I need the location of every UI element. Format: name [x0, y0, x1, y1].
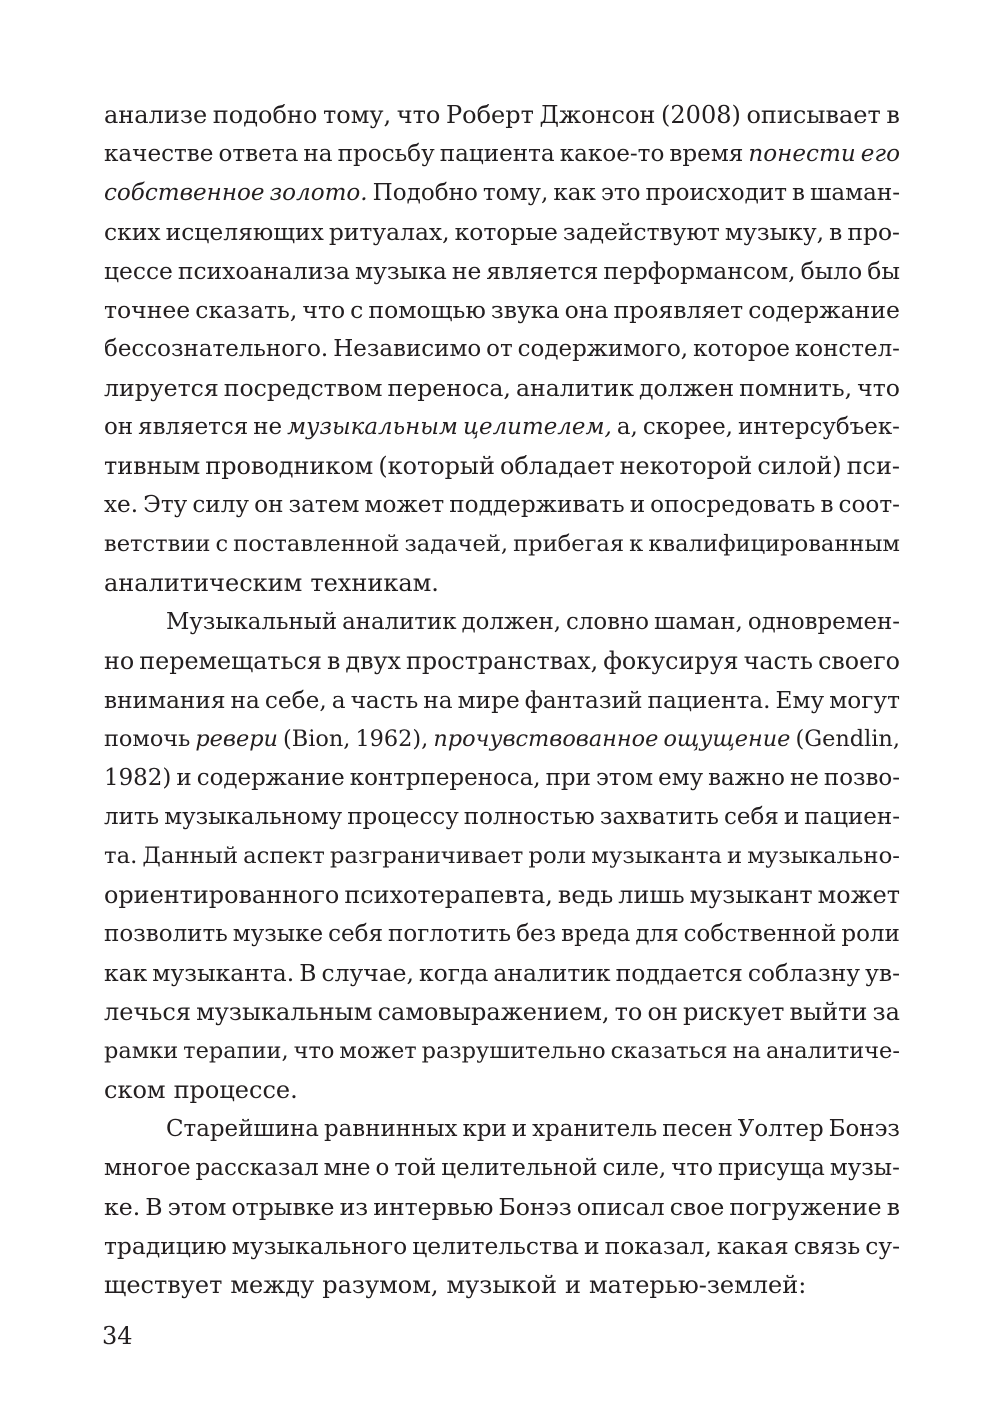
- text-line: [104, 1110, 900, 1149]
- italic-word: понести: [748, 141, 856, 167]
- word: а: [331, 687, 346, 714]
- word: прибегая: [513, 531, 625, 557]
- word: процессе.: [173, 1076, 298, 1104]
- word: ществует: [104, 1271, 223, 1299]
- word: проявляет: [613, 296, 744, 324]
- word: позволить: [104, 921, 228, 947]
- word: помнить,: [739, 374, 853, 402]
- text-line: [104, 1032, 900, 1071]
- word: проводником: [205, 452, 374, 480]
- word: в: [829, 218, 843, 246]
- word: переноса,: [387, 374, 511, 402]
- word: музыкальным: [196, 998, 373, 1026]
- word: происходит: [645, 180, 787, 206]
- word: Данный: [142, 843, 239, 869]
- word: и: [564, 1271, 581, 1299]
- text-line: [104, 720, 900, 759]
- word: некоторой: [619, 452, 753, 480]
- word: ских: [104, 218, 161, 246]
- word: интерсубъек-: [738, 414, 900, 440]
- word: не: [253, 414, 283, 440]
- word: психотерапевта,: [344, 881, 553, 909]
- word: качестве: [104, 141, 214, 167]
- word: терапии,: [183, 1038, 289, 1064]
- word: подобно: [212, 101, 318, 129]
- word: (2008): [661, 101, 741, 129]
- word: как: [104, 959, 148, 987]
- text-line: [104, 408, 900, 447]
- word: полностью: [463, 804, 595, 830]
- word: и: [176, 765, 192, 791]
- italic-word: ощущение: [663, 726, 791, 752]
- text-line: [104, 525, 900, 564]
- word: что: [302, 296, 346, 324]
- word: задачей,: [404, 531, 509, 557]
- word: силой): [757, 452, 842, 480]
- word: той: [394, 1155, 437, 1181]
- text-line: [104, 1149, 900, 1188]
- word: Старейшина: [166, 1116, 319, 1142]
- word: двух: [345, 647, 401, 675]
- word: внимания: [104, 687, 226, 714]
- word: шаман,: [654, 609, 743, 635]
- word: может: [339, 1038, 417, 1064]
- text-line: [104, 330, 900, 369]
- word: (который: [378, 452, 495, 480]
- word: лечься: [104, 998, 191, 1026]
- word: ведь: [557, 881, 614, 909]
- text-line: [104, 876, 900, 915]
- text-line: [104, 603, 900, 642]
- word: силе,: [602, 1155, 667, 1181]
- word: музыкально-: [747, 843, 900, 869]
- word: как: [553, 180, 596, 206]
- word: музыке: [232, 921, 324, 947]
- word: часть: [743, 647, 813, 675]
- text-line: [104, 798, 900, 837]
- word: интервью: [373, 1193, 494, 1221]
- word: ответа: [218, 141, 299, 167]
- italic-word: золото.: [269, 180, 368, 206]
- word: от: [486, 336, 513, 362]
- word: поставленной: [233, 531, 400, 557]
- word: в: [791, 180, 805, 206]
- word: ориентированного: [104, 881, 340, 909]
- word: фокусируя: [603, 647, 739, 675]
- word: в: [886, 1193, 900, 1221]
- word: ке.: [104, 1193, 141, 1221]
- word: о: [375, 1155, 390, 1181]
- word: бы: [867, 257, 900, 285]
- word: является: [486, 257, 599, 285]
- word: аналитическим: [104, 569, 303, 597]
- text-line: [104, 1188, 900, 1227]
- word: случае,: [321, 959, 414, 987]
- word: анализе: [104, 101, 208, 129]
- word: лишь: [618, 881, 685, 909]
- word: время: [669, 141, 744, 167]
- word: кри: [462, 1116, 507, 1142]
- text-line: [104, 252, 900, 291]
- word: из: [339, 1193, 369, 1221]
- word: разграничивает: [329, 843, 524, 869]
- word: аналитик: [493, 959, 611, 987]
- text-line: [104, 135, 900, 174]
- word: роли: [528, 843, 587, 869]
- word: содержание: [748, 296, 900, 324]
- text-line: [104, 486, 900, 525]
- text-line: [104, 759, 900, 798]
- word: себя: [723, 804, 779, 830]
- word: поддерживать: [449, 492, 625, 518]
- text-line: [104, 642, 900, 681]
- word: является: [138, 414, 249, 440]
- word: музыканта: [591, 843, 722, 869]
- word: процессу: [347, 804, 459, 830]
- word: которое: [693, 336, 790, 362]
- word: она: [564, 296, 609, 324]
- word: связь: [793, 1232, 861, 1260]
- word: присуща: [717, 1155, 825, 1181]
- word: в: [820, 492, 834, 518]
- word: ветствии: [104, 531, 211, 557]
- word: содержимого,: [517, 336, 689, 362]
- word: бессознательного.: [104, 336, 329, 362]
- word: точнее: [104, 296, 191, 324]
- word: на: [230, 687, 260, 714]
- italic-word: музыкальным: [287, 414, 458, 440]
- word: разрушительно: [421, 1038, 606, 1064]
- word: за: [872, 998, 900, 1026]
- word: себе,: [264, 687, 327, 714]
- word: соот-: [838, 492, 900, 518]
- word: должен: [638, 374, 735, 402]
- word: ритуалах,: [328, 218, 450, 246]
- word: задействуют: [562, 218, 720, 246]
- word: пациен-: [804, 804, 900, 830]
- text-line: [104, 1071, 900, 1110]
- word: традицию: [104, 1232, 227, 1260]
- word: равнинных: [323, 1116, 458, 1142]
- word: он: [254, 492, 284, 518]
- word: когда: [419, 959, 489, 987]
- italic-word: собственное: [104, 180, 265, 206]
- word: отрывке: [231, 1193, 335, 1221]
- word: су-: [865, 1232, 900, 1260]
- word: и: [584, 1232, 600, 1260]
- word: что: [396, 101, 441, 129]
- word: пси-: [846, 452, 900, 480]
- word: мире: [457, 687, 520, 714]
- word: Ему: [775, 687, 825, 714]
- word: ув-: [865, 959, 900, 987]
- word: шаман-: [810, 180, 900, 206]
- word: Независимо: [333, 336, 482, 362]
- word: многое: [104, 1155, 191, 1181]
- word: цессе: [104, 257, 173, 285]
- word: содержание: [196, 765, 345, 791]
- word: затем: [288, 492, 360, 518]
- word: та.: [104, 843, 138, 869]
- word: между: [230, 1271, 315, 1299]
- word: фантазий: [524, 687, 643, 714]
- word: показал,: [604, 1232, 712, 1260]
- text-line: [104, 915, 900, 954]
- word: при: [545, 765, 591, 791]
- word: с: [350, 296, 364, 324]
- word: Подобно: [372, 180, 478, 206]
- word: музыка: [355, 257, 447, 285]
- word: Джонсон: [539, 101, 656, 129]
- word: часть: [350, 687, 419, 714]
- word: какое-то: [559, 141, 665, 167]
- text-line: [104, 1266, 900, 1305]
- text-line: [104, 213, 900, 252]
- word: хранитель: [532, 1116, 658, 1142]
- word: посредством: [223, 374, 383, 402]
- word: этом: [167, 1193, 227, 1221]
- body-text: [104, 96, 900, 1305]
- word: аналитик: [342, 609, 457, 635]
- word: опосредовать: [650, 492, 816, 518]
- word: мне: [323, 1155, 371, 1181]
- word: музыкальному: [164, 804, 343, 830]
- word: пациента.: [647, 687, 771, 714]
- word: лить: [104, 804, 160, 830]
- word: а,: [616, 414, 638, 440]
- word: лируется: [104, 374, 219, 402]
- word: техникам.: [310, 569, 439, 597]
- word: важно: [708, 765, 785, 791]
- word: к: [629, 531, 644, 557]
- word: исцеляющих: [165, 218, 324, 246]
- word: не: [451, 257, 482, 285]
- word: он: [647, 998, 678, 1026]
- word: пациента: [439, 141, 555, 167]
- word: просьбу: [337, 141, 435, 167]
- italic-word: ревери: [195, 726, 278, 752]
- word: что: [857, 374, 900, 402]
- word: вреда: [561, 921, 631, 947]
- word: хе.: [104, 492, 139, 518]
- word: В: [299, 959, 317, 987]
- word: ском: [104, 1076, 166, 1104]
- word: помочь: [104, 726, 191, 752]
- word: словно: [566, 609, 649, 635]
- word: было: [800, 257, 863, 285]
- word: аналитиче-: [765, 1038, 900, 1064]
- word: для: [635, 921, 679, 947]
- text-line: [104, 681, 900, 720]
- word: с: [215, 531, 229, 557]
- word: матерью-землей:: [588, 1271, 807, 1299]
- word: силу: [192, 492, 250, 518]
- word: на: [732, 1038, 761, 1064]
- word: рискует: [683, 998, 785, 1026]
- word: песен: [662, 1116, 733, 1142]
- word: скорее,: [642, 414, 733, 440]
- word: какая: [716, 1232, 789, 1260]
- word: что: [293, 1038, 335, 1064]
- word: тому,: [482, 180, 549, 206]
- word: поддается: [615, 959, 743, 987]
- word: тивным: [104, 452, 201, 480]
- word: захватить: [599, 804, 719, 830]
- word: пространствах,: [405, 647, 599, 675]
- word: не: [789, 765, 819, 791]
- word: констел-: [794, 336, 900, 362]
- text-line: [104, 993, 900, 1032]
- page-number: 34: [102, 1322, 133, 1350]
- word: музыканта.: [152, 959, 295, 987]
- word: Бонэз: [498, 1193, 572, 1221]
- text-line: [104, 291, 900, 330]
- text-line: [104, 837, 900, 876]
- word: выйти: [789, 998, 868, 1026]
- word: роли: [841, 921, 900, 947]
- word: целительной: [441, 1155, 598, 1181]
- word: может: [364, 492, 445, 518]
- word: одновремен-: [747, 609, 900, 635]
- word: которые: [454, 218, 558, 246]
- word: этом: [595, 765, 654, 791]
- word: погружение: [729, 1193, 882, 1221]
- word: должен,: [461, 609, 561, 635]
- word: про-: [847, 218, 900, 246]
- text-line: [104, 174, 900, 213]
- word: контрпереноса,: [349, 765, 541, 791]
- text-line: [104, 447, 900, 486]
- word: в: [326, 647, 341, 675]
- word: Уолтер: [737, 1116, 824, 1142]
- word: могут: [829, 687, 900, 714]
- word: в: [886, 101, 900, 129]
- word: перформансом,: [603, 257, 796, 285]
- word: музыку,: [724, 218, 825, 246]
- word: ему: [658, 765, 704, 791]
- word: самовыражением,: [377, 998, 610, 1026]
- word: описал: [576, 1193, 665, 1221]
- word: свое: [669, 1193, 725, 1221]
- word: рассказал: [195, 1155, 319, 1181]
- word: звука: [490, 296, 560, 324]
- word: музыкой: [446, 1271, 557, 1299]
- word: разумом,: [322, 1271, 439, 1299]
- word: 1982): [104, 765, 172, 791]
- word: но: [104, 647, 135, 675]
- word: В: [145, 1193, 163, 1221]
- word: это: [600, 180, 641, 206]
- word: аспект: [243, 843, 325, 869]
- italic-word: прочувствованное: [433, 726, 659, 752]
- word: собственной: [683, 921, 837, 947]
- word: рамки: [104, 1038, 179, 1064]
- word: своего: [818, 647, 900, 675]
- word: психоанализа: [177, 257, 350, 285]
- word: на: [423, 687, 453, 714]
- text-line: [104, 954, 900, 993]
- word: 1962),: [355, 726, 429, 752]
- word: тому,: [322, 101, 392, 129]
- text-line: [104, 564, 900, 603]
- word: без: [516, 921, 557, 947]
- word: обладает: [499, 452, 615, 480]
- italic-word: его: [860, 141, 900, 167]
- word: позво-: [823, 765, 900, 791]
- word: и: [727, 843, 743, 869]
- text-line: [104, 1227, 900, 1266]
- word: поглотить: [388, 921, 512, 947]
- italic-word: целителем,: [462, 414, 612, 440]
- text-line: [104, 369, 900, 408]
- word: целительства: [412, 1232, 579, 1260]
- word: может: [817, 881, 900, 909]
- word: Музыкальный: [166, 609, 338, 635]
- word: то: [614, 998, 643, 1026]
- word: что: [671, 1155, 713, 1181]
- text-line: [104, 96, 900, 135]
- word: он: [104, 414, 134, 440]
- word: музыкант: [689, 881, 813, 909]
- word: на: [303, 141, 333, 167]
- word: (Gendlin,: [795, 726, 900, 752]
- word: музы-: [829, 1155, 900, 1181]
- word: Бонэз: [828, 1116, 900, 1142]
- word: и: [629, 492, 646, 518]
- word: квалифицированным: [648, 531, 900, 557]
- word: и: [783, 804, 800, 830]
- word: аналитик: [515, 374, 634, 402]
- word: Эту: [143, 492, 188, 518]
- word: перемещаться: [139, 647, 322, 675]
- word: соблазну: [747, 959, 861, 987]
- word: Роберт: [445, 101, 534, 129]
- word: сказаться: [610, 1038, 728, 1064]
- word: (Bion,: [283, 726, 351, 752]
- word: сказать,: [195, 296, 298, 324]
- word: и: [511, 1116, 528, 1142]
- word: себя: [328, 921, 384, 947]
- word: музыкального: [231, 1232, 408, 1260]
- word: описывает: [746, 101, 881, 129]
- word: помощью: [368, 296, 486, 324]
